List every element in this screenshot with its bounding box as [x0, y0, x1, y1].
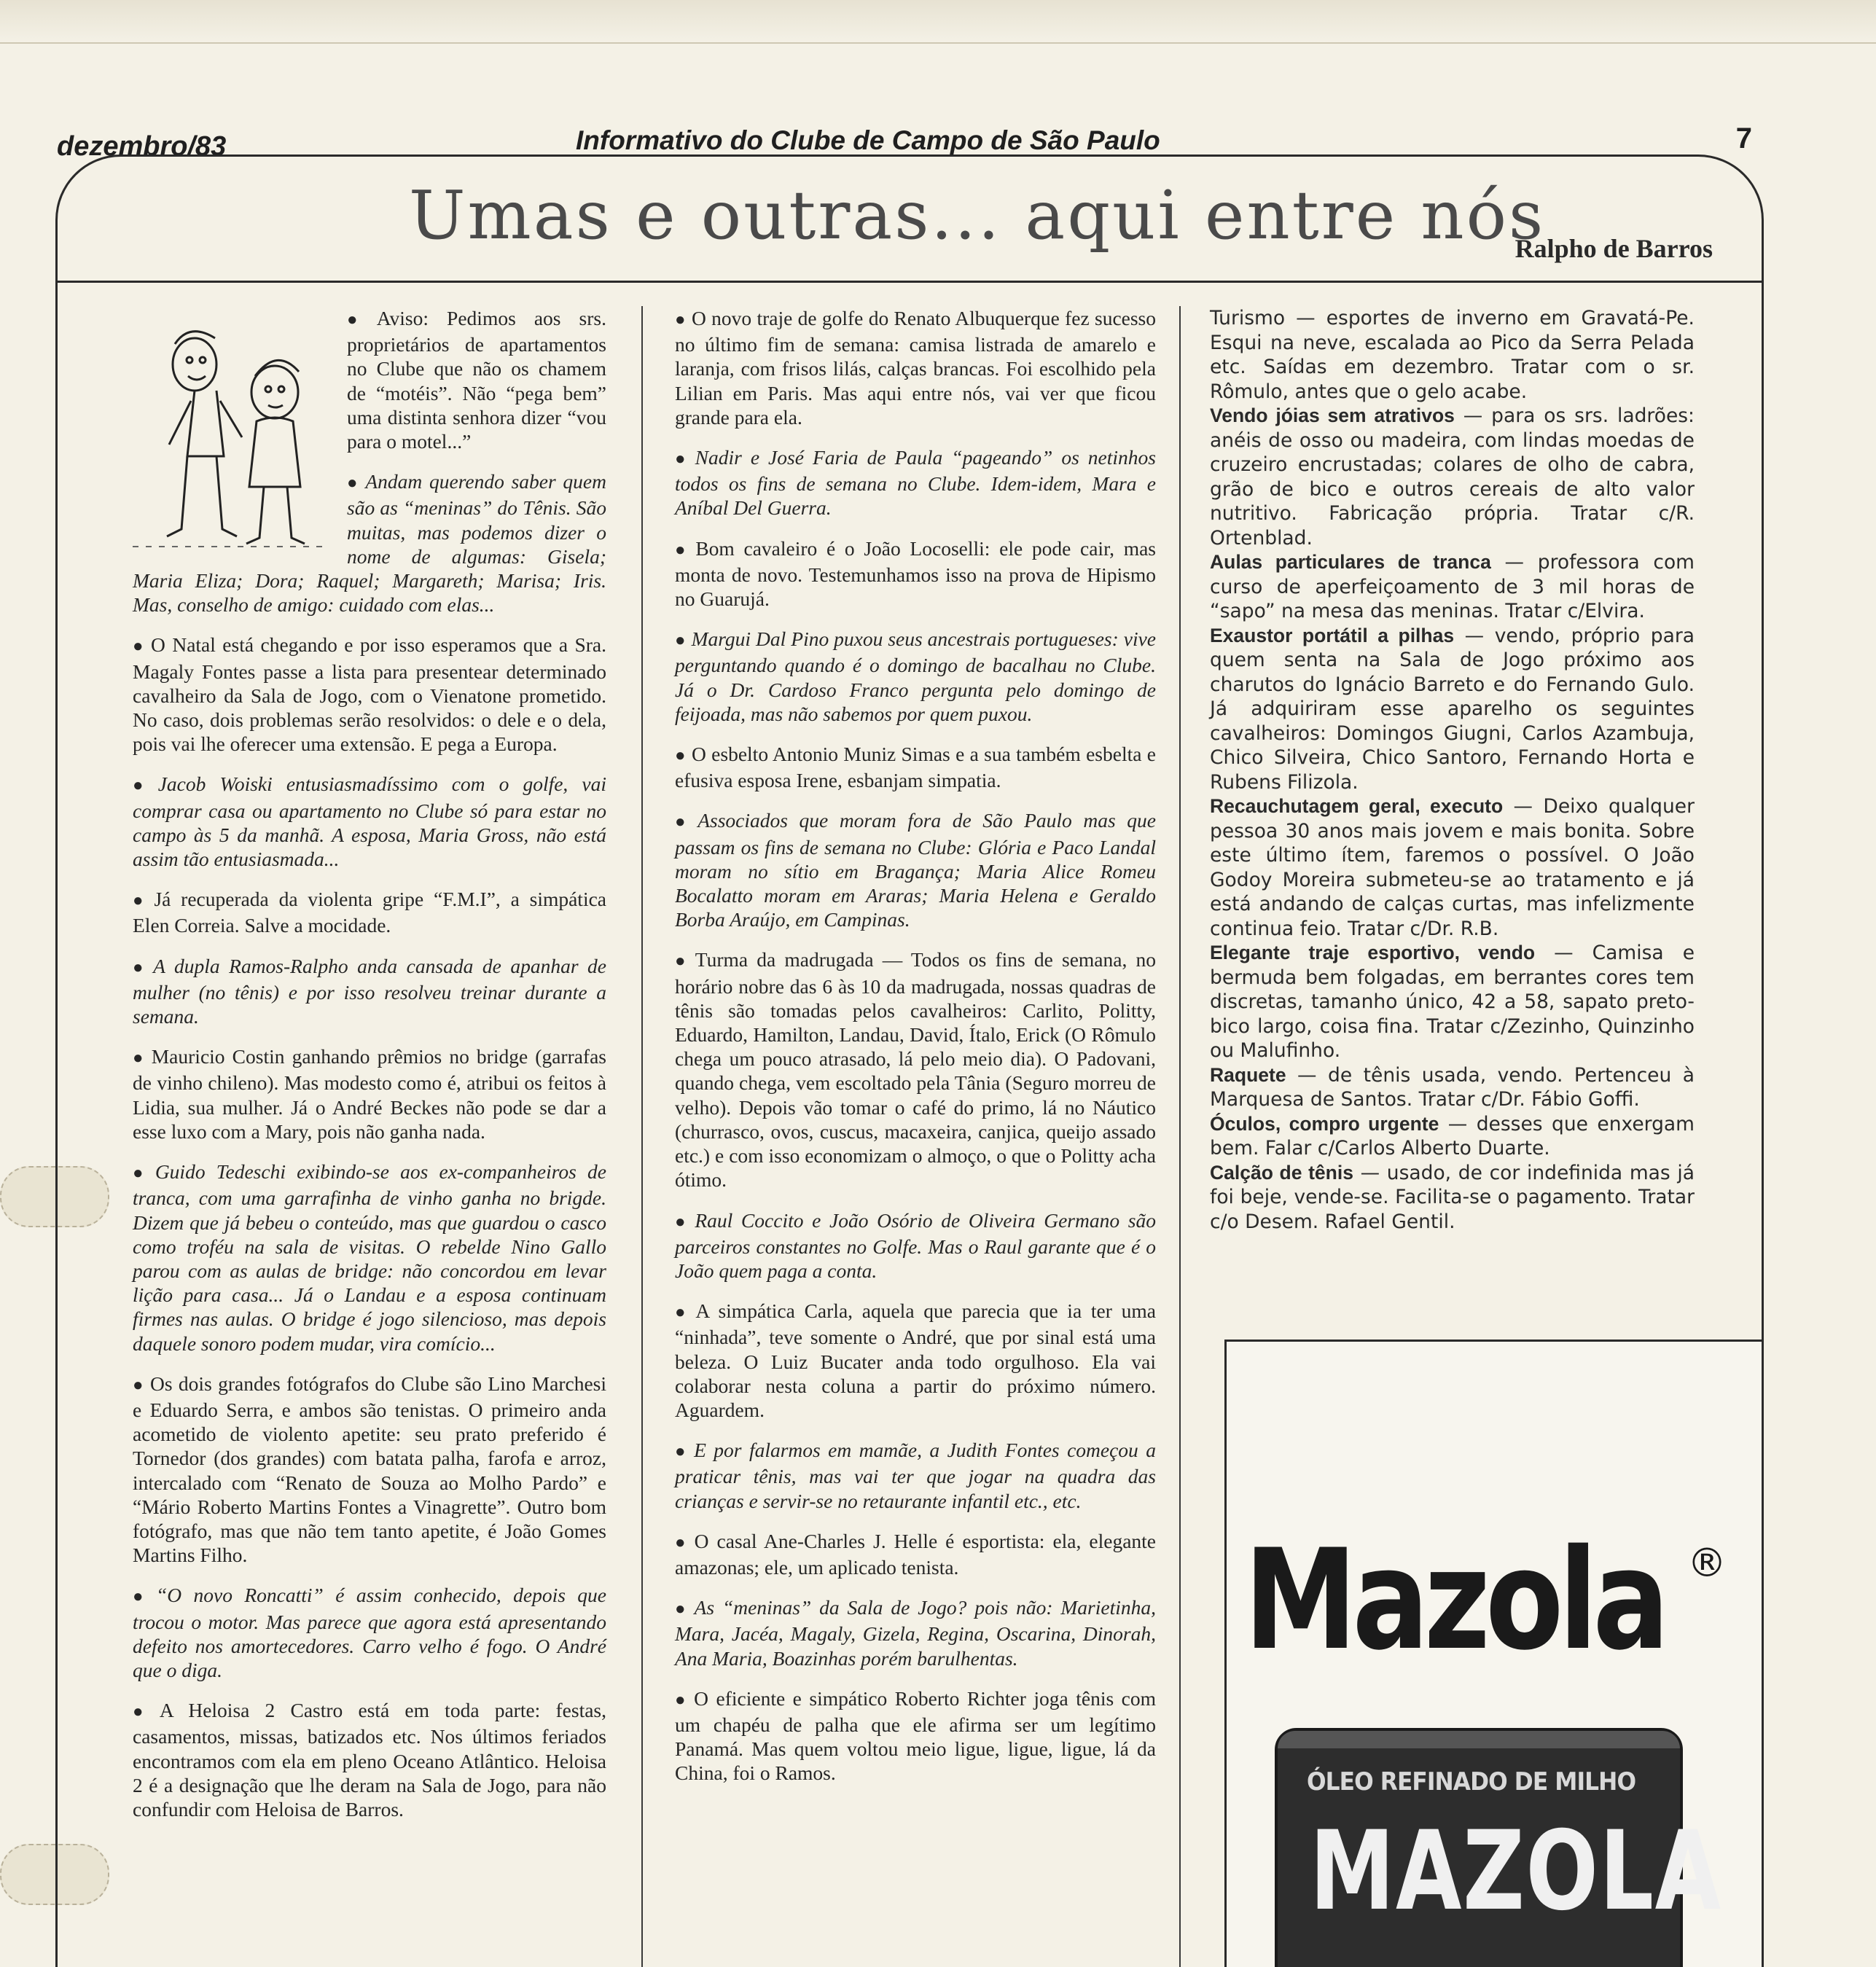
classified-traje-esportivo: Elegante traje esportivo, vendo — Camisa e bermuda bem folgadas, em berrantes cores tem discretas, tamanho único, 42 a 58, sapato preto-bico largo, coisa fina. Tratar c/Zezinho, Quinzinho ou Malufinho.: [1210, 942, 1695, 1062]
note-meninas-tenis: ● Andam querendo saber quem são as “meninas” do Tênis. São muitas, mas podemos dizer o nome de algumas: Gisela; Maria Eliza; Dora; Raquel; Margareth; Marisa; Iris. Mas, conselho de amigo: cuidado com elas...: [133, 470, 606, 617]
column-1: [133, 306, 606, 1837]
column-divider-1: [641, 306, 643, 1967]
page-top-edge: [0, 0, 1876, 44]
note-turma-madrugada: ● Turma da madrugada — Todos os fins de semana, no horário nobre das 6 às 10 da madrugada, nossas quadras de tênis são tomadas pelos cavalheiros: Carlito, Politty, Eduardo, Hamilton, Landau, David, Ítalo, Erick (O Rômulo chega um pouco atrasado, lá pelo meio dia). O Padovani, quando chega, vem escoltado pela Tânia (Seguro morreu de velho). Depois vão tomar o café do primo, lá no Náutico (churrasco, ovos, cuscus, macaxeira, canjica, queijo assado etc.) e com isso economizam o almoço, o que o Politty acha ótimo.: [675, 948, 1156, 1192]
column-3-classifieds: [1210, 306, 1695, 1234]
classified-turismo: Turismo — esportes de inverno em Gravatá-Pe. Esqui na neve, escalada ao Pico da Serra Pelada etc. Saídas em dezembro. Tratar com o sr. Rômulo, antes que o gelo acabe.: [1210, 307, 1695, 403]
note-meninas-sala-jogo: ● As “meninas” da Sala de Jogo? pois não: Marietinha, Mara, Jacéa, Magaly, Gizela, Regina, Oscarina, Dinorah, Ana Maria, Boazinhas porém barulhentas.: [675, 1596, 1156, 1670]
note-fotografos: ● Os dois grandes fotógrafos do Clube são Lino Marchesi e Eduardo Serra, e ambos são tenistas. O primeiro anda acometido de violento apetite: seu prato preferido é Tornedor (dos grandes) com batata palha, farofa e arroz, intercalado com “Renato de Souza ao Molho Pardo” e “Mário Roberto Martins Fontes a Vinagrette”. Outro bom fotógrafo, mas que não tem tanto apetite, é João Gomes Martins Filho.: [133, 1372, 606, 1567]
author-byline: Ralpho de Barros: [1515, 234, 1713, 263]
title-band: [55, 155, 1764, 283]
note-margui-dal-pino: ● Margui Dal Pino puxou seus ancestrais portugueses: vive perguntando quando é o domingo de bacalhau no Clube. Já o Dr. Cardoso Franco pergunta pelo domingo de feijoada, mas não sabemos por quem puxou.: [675, 627, 1156, 725]
note-jacob-woiski: ● Jacob Woiski entusiasmadíssimo com o golfe, vai comprar casa ou apartamento no Clube só para estar no campo às 5 da manhã. A esposa, Maria Gross, não está assim tão entusiasmada...: [133, 773, 606, 871]
note-carla: ● A simpática Carla, aquela que parecia que ia ter uma “ninhada”, teve somente o André, que por sinal está uma beleza. O Luiz Bucater anda todo orgulhoso. Ela vai colaborar nesta coluna a partir do próximo número. Aguardem.: [675, 1299, 1156, 1421]
note-roberto-richter: ● O eficiente e simpático Roberto Richter joga tênis com um chapéu de palha que ele afirma ser um legítimo Panamá. Mas quem voltou meio ligue, ligue, ligue, lá da China, foi o Ramos.: [675, 1686, 1157, 1785]
classified-exaustor: Exaustor portátil a pilhas — vendo, próprio para quem senta na Sala de Jogo próximo aos charutos do Ignácio Barreto e do Fernando Gulo. Já adquiriram esse aparelho os seguintes cavalheiros: Domingos Giugni, Carlos Azambuja, Chico Silveira, Chico Santoro, Fernando Horta e Rubens Filizola.: [1210, 624, 1695, 794]
note-joao-locoselli: ● Bom cavaleiro é o João Locoselli: ele pode cair, mas monta de novo. Testemunhamos isso na prova de Hipismo no Guarujá.: [675, 536, 1156, 611]
note-natal: ● O Natal está chegando e por isso esperamos que a Sra. Magaly Fontes passe a lista para presentear determinado cavalheiro da Sala de Jogo, com o Vienatone prometido. No caso, dois problemas serão resolvidos: o dele e o dela, pois vai lhe oferecer uma extensão. E pega a Europa.: [133, 633, 606, 756]
can-brand-name: MAZOLA: [1310, 1808, 1722, 1935]
note-casal-helle: ● O casal Ane-Charles J. Helle é esportista: ela, elegante amazonas; ele, um aplicado tenista.: [675, 1529, 1157, 1579]
note-associados-fora: ● Associados que moram fora de São Paulo mas que passam os fins de semana no Clube: Glória e Paco Landal moram no sítio em Bragança; Maria Alice Romeu Bocalatto moram em Araras; Maria Helena e Geraldo Borba Araújo, em Campinas.: [675, 809, 1156, 931]
column-divider-2: [1179, 306, 1181, 1967]
classified-recauchutagem: Recauchutagem geral, executo — Deixo qualquer pessoa 30 anos mais jovem e mais bonita. Sobre este último ítem, faremos o possível. O João Godoy Moreira submeteu-se ao tratamento e já está andando de calças curtas, mas infelizmente continua feio. Tratar c/Dr. R.B.: [1210, 795, 1695, 940]
page-number: 7: [1735, 122, 1752, 155]
note-mauricio-costin: ● Mauricio Costin ganhando prêmios no bridge (garrafas de vinho chileno). Mas modesto como é, atribui os feitos à Lidia, sua mulher. Já o André Beckes não pode se dar a esse luxo com a Mary, pois não ganha nada.: [133, 1045, 606, 1143]
note-raul-coccito: ● Raul Coccito e João Osório de Oliveira Germano são parceiros constantes no Golfe. Mas o Raul garante que é o João quem paga a conta.: [675, 1208, 1157, 1282]
ad-brand-name: Mazola: [1244, 1520, 1665, 1681]
classified-aulas-tranca: Aulas particulares de tranca — professora com curso de aperfeiçoamento de 3 mil horas de “sapo” na mesa das meninas. Tratar c/Elvira.: [1210, 551, 1695, 622]
can-lid: [1278, 1731, 1680, 1748]
note-nadir-jose: ● Nadir e José Faria de Paula “pageando” os netinhos todos os fins de semana no Clube. Idem-idem, Mara e Aníbal Del Guerra.: [675, 446, 1156, 520]
oil-can-image: [1275, 1728, 1722, 1967]
note-renato-albuquerque: ● O novo traje de golfe do Renato Albuquerque fez sucesso no último fim de semana: camisa listrada de amarelo e laranja, com frisos lilás, calças brancas. Foi escolhido pela Lilian em Paris. Mas aqui entre nós, vai ver que ficou grande para ela.: [675, 307, 1157, 429]
classified-oculos: Óculos, compro urgente — desses que enxergam bem. Falar c/Carlos Alberto Duarte.: [1210, 1112, 1695, 1160]
can-subtitle: ÓLEO REFINADO DE MILHO: [1307, 1767, 1636, 1796]
article-title: Umas e outras... aqui entre nós: [409, 176, 1546, 254]
column-2: [675, 306, 1156, 1802]
issue-date: dezembro/83: [57, 131, 227, 162]
two-men-cartoon-icon: [125, 306, 337, 554]
publication-name: Informativo do Clube de Campo de São Paulo: [576, 125, 1160, 155]
classified-joias: Vendo jóias sem atrativos — para os srs. ladrões: anéis de osso ou madeira, com lindas moedas de cruzeiro encrustadas; colares de olho de cabra, grão de bico e outros cereais de alto valor nutritivo. Fabricação própria. Tratar c/R. Ortenblad.: [1210, 404, 1695, 550]
note-aviso: ● Aviso: Pedimos aos srs. proprietários de apartamentos no Clube que não os chamem de “motéis”. Não “pega bem” uma distinta senhora dizer “vou para o motel...”: [347, 307, 606, 453]
registered-mark: ®: [1687, 1540, 1727, 1586]
note-antonio-muniz: ● O esbelto Antonio Muniz Simas e a sua também esbelta e efusiva esposa Irene, esbanjam simpatia.: [675, 743, 1156, 792]
note-elen-correia: ● Já recuperada da violenta gripe “F.M.I”, a simpática Elen Correia. Salve a mocidade.: [133, 888, 606, 937]
note-heloisa-castro: ● A Heloisa 2 Castro está em toda parte: festas, casamentos, missas, batizados etc. Nos últimos feriados encontramos com ela em pleno Oceano Atlântico. Heloisa 2 é a designação que lhe deram na Sala de Jogo, para não confundir com Heloisa de Barros.: [133, 1699, 606, 1821]
note-roncatti: ● “O novo Roncatti” é assim conhecido, depois que trocou o motor. Mas parece que agora está apresentando defeito nos amortecedores. Carro velho é fogo. O André que o diga.: [133, 1584, 607, 1681]
mazola-advertisement: [1224, 1340, 1764, 1967]
note-guido-tedeschi: ● Guido Tedeschi exibindo-se aos ex-companheiros de tranca, com uma garrafinha de vinho ganha no brigde. Dizem que já bebeu o conteúdo, mas que guardou o casco como troféu na sala de visitas. O rebelde Nino Gallo parou com as aulas de bridge: não concordou em levar lição para casa... Já o Landau e a esposa continuam firmes nas aulas. O bridge é jogo silencioso, mas depois daquele sonoro podem mudar, vira comício...: [133, 1160, 606, 1355]
cartoon-illustration: [125, 306, 337, 554]
classified-calcao: Calção de tênis — usado, de cor indefinida mas já foi beje, vende-se. Facilita-se o pagamento. Tratar c/o Desem. Rafael Gentil.: [1210, 1161, 1695, 1233]
note-ramos-ralpho: ● A dupla Ramos-Ralpho anda cansada de apanhar de mulher (no tênis) e por isso resolveu treinar durante a semana.: [133, 954, 607, 1028]
note-judith-fontes: ● E por falarmos em mamãe, a Judith Fontes começou a praticar tênis, mas vai ter que jogar na quadra das crianças e servir-se no retaurante infantil etc., etc.: [675, 1439, 1156, 1512]
classified-raquete: Raquete — de tênis usada, vendo. Pertenceu à Marquesa de Santos. Tratar c/Dr. Fábio Goffi.: [1210, 1063, 1695, 1111]
